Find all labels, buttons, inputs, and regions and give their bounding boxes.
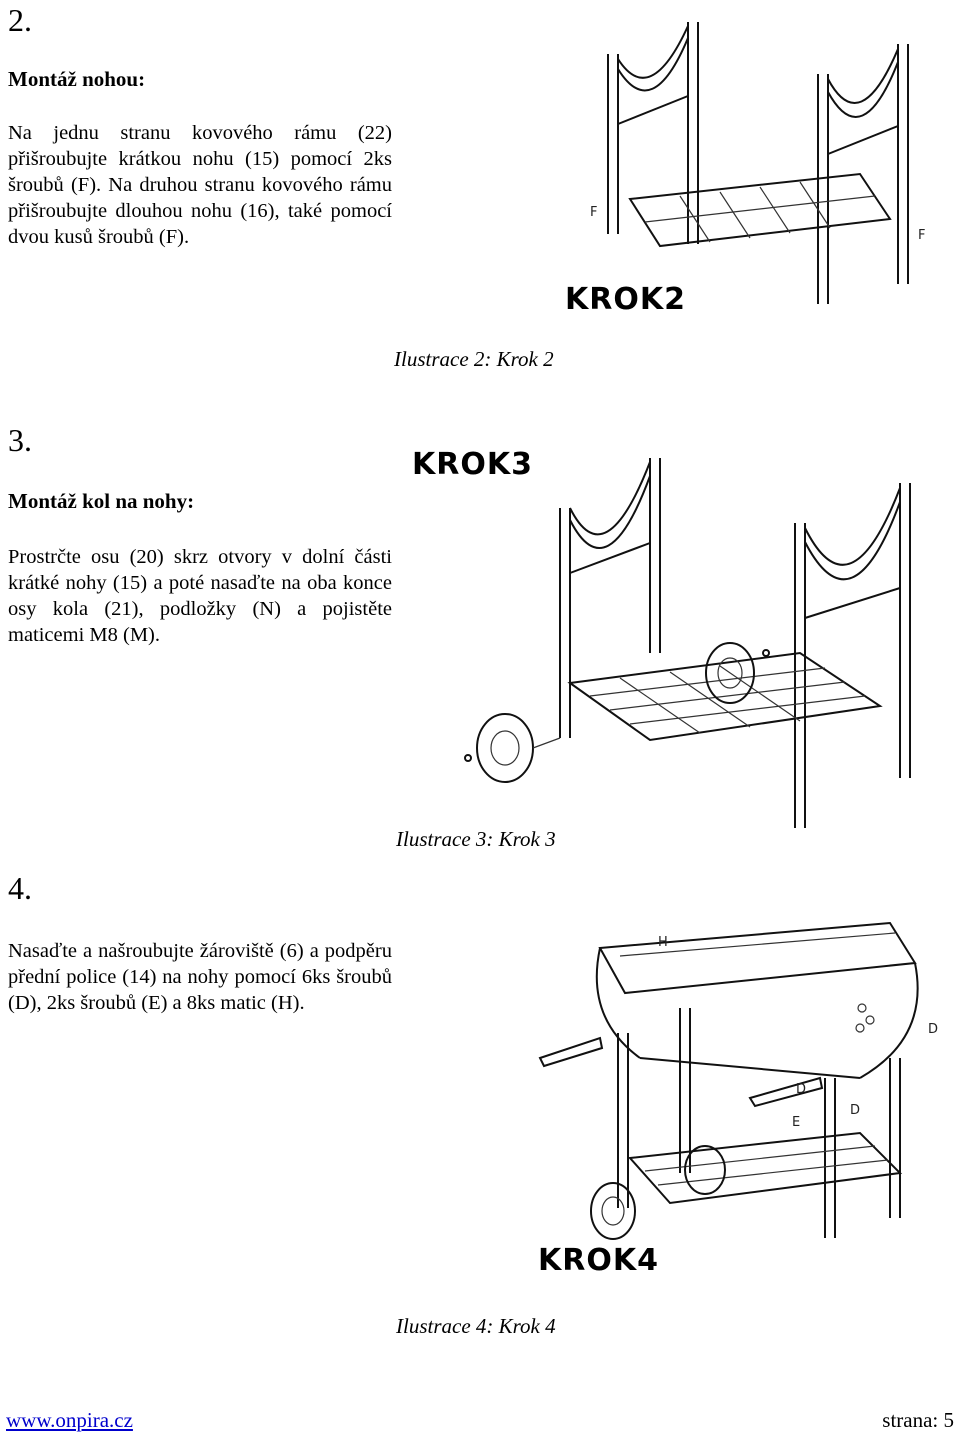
- lower-shelf: [630, 174, 890, 246]
- part-label-d-bracket: D: [796, 1082, 807, 1097]
- step-4-caption: Ilustrace 4: Krok 4: [396, 1314, 556, 1338]
- side-bracket-left: [540, 1038, 602, 1066]
- part-label-d-lower: D: [850, 1103, 861, 1118]
- step-2-heading: Montáž nohou:: [8, 67, 146, 91]
- footer-website-link[interactable]: www.onpira.cz: [6, 1408, 133, 1432]
- step-4-figure-label: KROK4: [538, 1243, 659, 1278]
- part-label-f-left: F: [590, 205, 598, 220]
- step-3-number: 3.: [8, 422, 32, 458]
- step-3-figure-label: KROK3: [412, 447, 533, 482]
- step-3-heading: Montáž kol na nohy:: [8, 489, 195, 513]
- step-4-text: Nasaďte a našroubujte žároviště (6) a podpěru přední police (14) na nohy pomocí 6ks šroubů (D), 2ks šroubů (E) a 8ks matic (H).: [8, 940, 392, 1014]
- page-number: strana: 5: [882, 1408, 954, 1432]
- step-2-illustration: [560, 14, 960, 314]
- part-label-h: H: [658, 935, 668, 950]
- step-4-illustration: [530, 908, 950, 1248]
- cradle-front: [828, 49, 898, 103]
- step-4-number: 4.: [8, 870, 32, 906]
- wheel-front: [591, 1183, 635, 1239]
- part-label-f-right: F: [918, 228, 926, 243]
- step-2-caption: Ilustrace 2: Krok 2: [394, 347, 554, 371]
- step-2-text: Na jednu stranu kovového rámu (22) přišroubujte krátkou nohu (15) pomocí 2ks šroubů (F). Na druhou stranu kovového rámu přišroubujte dlouhou nohu (16), také pomocí dvou kusů šroubů (F).: [8, 122, 392, 248]
- wheel-front: [477, 714, 560, 782]
- firebox: [600, 923, 915, 993]
- step-3-illustration: [440, 448, 940, 828]
- step-2-figure-label: KROK2: [565, 282, 686, 317]
- step-3-text: Prostrčte osu (20) skrz otvory v dolní části krátké nohy (15) a poté nasaďte na oba konce osy kola (21), podložky (N) a pojistěte maticemi M8 (M).: [8, 546, 392, 646]
- step-3-caption: Ilustrace 3: Krok 3: [396, 827, 556, 851]
- cradle-back: [618, 26, 688, 78]
- step-2-number: 2.: [8, 2, 32, 38]
- part-label-d-right: D: [928, 1022, 939, 1037]
- part-label-e: E: [792, 1115, 801, 1130]
- side-bracket-right: [750, 1078, 822, 1106]
